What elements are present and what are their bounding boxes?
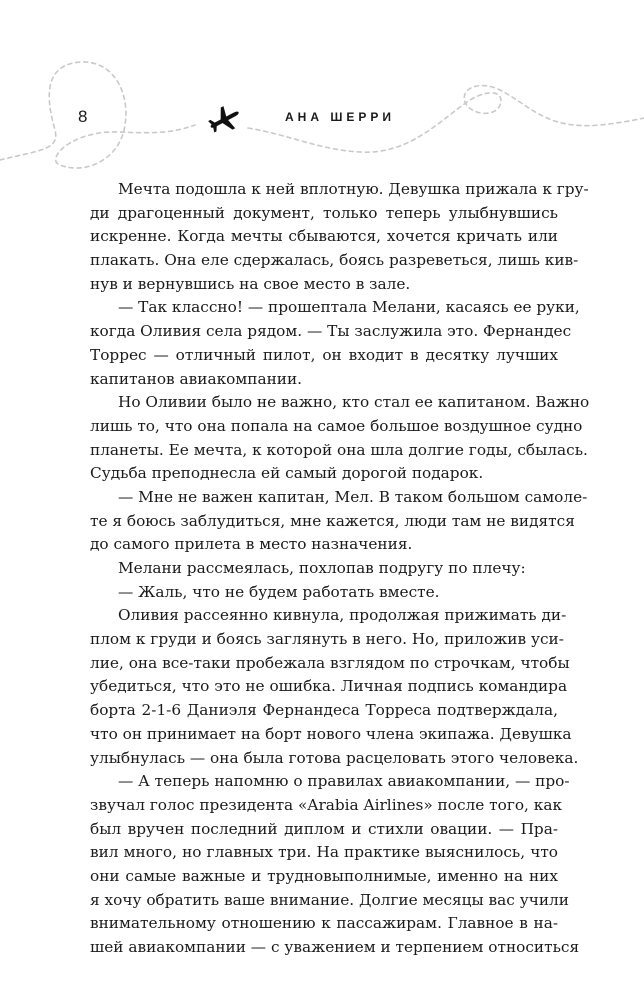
text-line: я хочу обратить ваше внимание. Долгие месяцы вас учили (90, 890, 569, 909)
text-line: вил много, но главных три. На практике выяснилось, что (90, 843, 558, 862)
text-line: искренне. Когда мечты сбываются, хочется кричать или (90, 227, 558, 246)
text-line: — А теперь напомню о правилах авиакомпании, — про- (118, 772, 570, 791)
text-line: Торрес — отличный пилот, он входит в десятку лучших (90, 345, 558, 364)
text-line: — Мне не важен капитан, Мел. В таком большом самоле- (118, 487, 588, 506)
text-line: нув и вернувшись на свое место в зале. (90, 274, 411, 293)
dashed-flight-path-decoration (0, 0, 644, 200)
running-title: АНА ШЕРРИ (285, 110, 396, 124)
body-text (90, 178, 590, 960)
text-line: звучал голос президента «Arabia Airlines» после того, как (90, 795, 563, 814)
text-line: внимательному отношению к пассажирам. Главное в на- (90, 914, 558, 933)
text-line: — Жаль, что не будем работать вместе. (118, 582, 440, 601)
text-line: был вручен последний диплом и стихли овации. — Пра- (90, 819, 558, 838)
airplane-icon (207, 106, 241, 134)
text-line: лишь то, что она попала на самое большое воздушное судно (90, 416, 583, 435)
text-line: шей авиакомпании — с уважением и терпением относиться (90, 938, 580, 956)
text-line: ди драгоценный документ, только теперь улыбнувшись (90, 203, 558, 222)
text-line: убедиться, что это не ошибка. Личная подпись командира (90, 677, 568, 696)
text-line: Мечта подошла к ней вплотную. Девушка прижала к гру- (118, 180, 589, 198)
text-line: Но Оливии было не важно, кто стал ее капитаном. Важно (118, 393, 590, 412)
text-line: плом к груди и боясь заглянуть в него. Но, приложив уси- (90, 630, 564, 649)
text-line: Мелани рассмеялась, похлопав подругу по плечу: (118, 559, 526, 577)
text-line: лие, она все-таки пробежала взглядом по строчкам, чтобы (90, 653, 570, 672)
text-line: плакать. Она еле сдержалась, боясь разреветься, лишь кив- (90, 251, 579, 270)
text-line: Оливия рассеянно кивнула, продолжая прижимать ди- (118, 606, 567, 625)
text-line: улыбнулась — она была готова расцеловать этого человека. (90, 748, 579, 767)
text-line: Судьба преподнесла ей самый дорогой подарок. (90, 464, 484, 483)
text-line: когда Оливия села рядом. — Ты заслужила это. Фернандес (90, 322, 572, 341)
text-line: до самого прилета в место назначения. (90, 535, 413, 554)
text-line: планеты. Ее мечта, к которой она шла долгие годы, сбылась. (90, 440, 588, 459)
text-line: что он принимает на борт нового члена экипажа. Девушка (90, 724, 572, 743)
text-line: капитанов авиакомпании. (90, 369, 303, 388)
text-line: — Так классно! — прошептала Мелани, касаясь ее руки, (118, 298, 580, 317)
text-line: те я боюсь заблудиться, мне кажется, люди там не видятся (90, 511, 575, 530)
text-line: борта 2-1-6 Даниэля Фернандеса Торреса подтверждала, (90, 701, 558, 720)
page-number: 8 (78, 107, 89, 126)
text-line: они самые важные и трудновыполнимые, именно на них (90, 866, 558, 885)
